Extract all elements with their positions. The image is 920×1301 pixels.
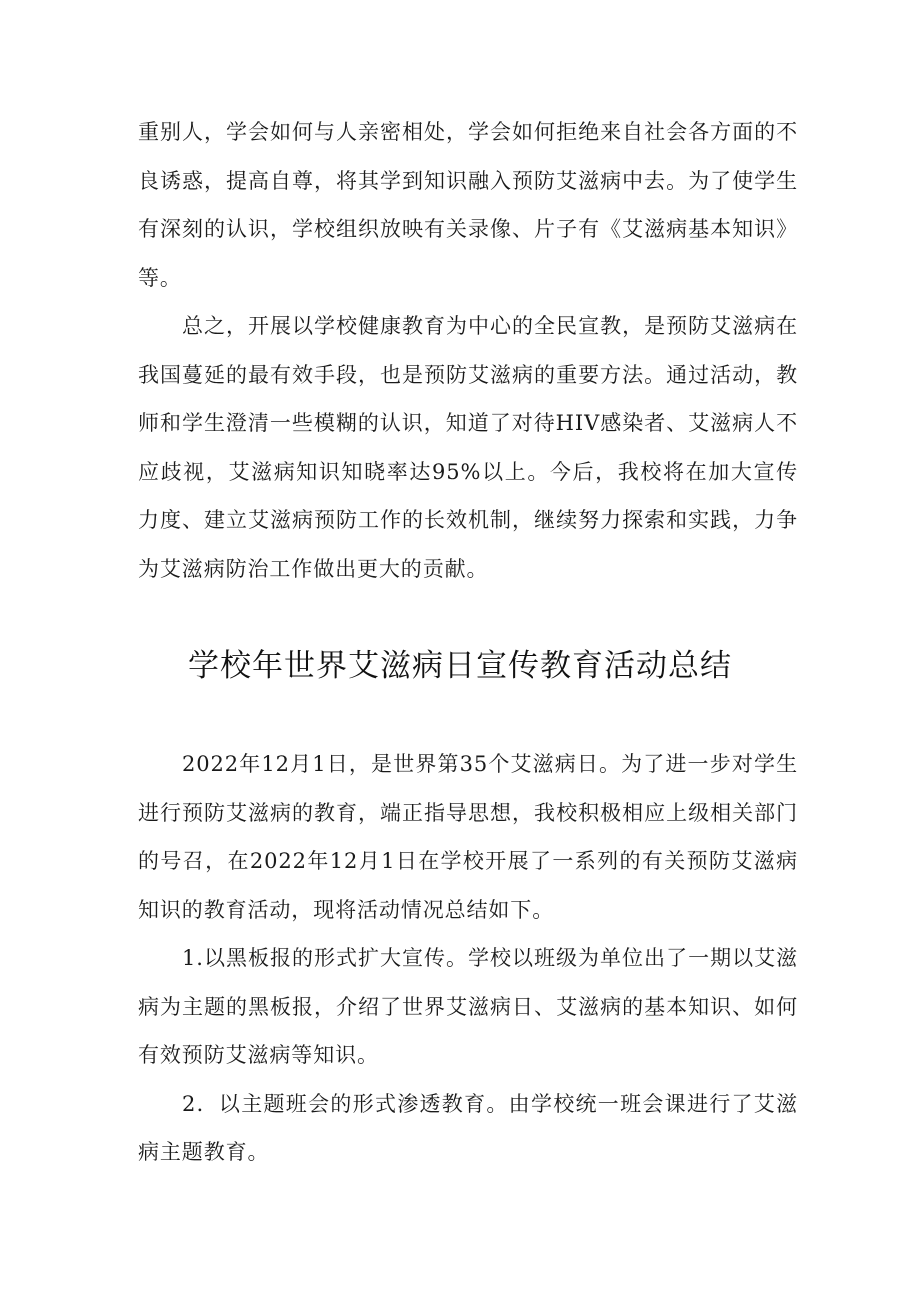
section-continued-text [138,108,798,593]
paragraph-conclusion: 总之，开展以学校健康教育为中心的全民宣教，是预防艾滋病在我国蔓延的最有效手段，也是预防艾滋病的重要方法。通过活动，教师和学生澄清一些模糊的认识，知道了对待HIV感染者、艾滋病人不应歧视，艾滋病知识知晓率达95%以上。今后，我校将在加大宣传力度、建立艾滋病预防工作的长效机制，继续努力探索和实践，力争为艾滋病防治工作做出更大的贡献。 [138,314,798,581]
paragraph-continuation: 重别人，学会如何与人亲密相处，学会如何拒绝来自社会各方面的不良诱惑，提高自尊，将其学到知识融入预防艾滋病中去。为了使学生有深刻的认识，学校组织放映有关录像、片子有《艾滋病基本知识》等。 [138,120,798,290]
document-title: 学校年世界艾滋病日宣传教育活动总结 [188,648,732,684]
paragraph-item-1: 1.以黑板报的形式扩大宣传。学校以班级为单位出了一期以艾滋病为主题的黑板报，介绍了世界艾滋病日、艾滋病的基本知识、如何有效预防艾滋病等知识。 [138,946,798,1067]
section-summary-body [138,740,798,1177]
paragraph-intro: 2022年12月1日，是世界第35个艾滋病日。为了进一步对学生进行预防艾滋病的教育，端正指导思想，我校积极相应上级相关部门的号召，在2022年12月1日在学校开展了一系列的有关预防艾滋病知识的教育活动，现将活动情况总结如下。 [138,752,798,922]
paragraph-item-2: 2．以主题班会的形式渗透教育。由学校统一班会课进行了艾滋病主题教育。 [138,1091,798,1164]
